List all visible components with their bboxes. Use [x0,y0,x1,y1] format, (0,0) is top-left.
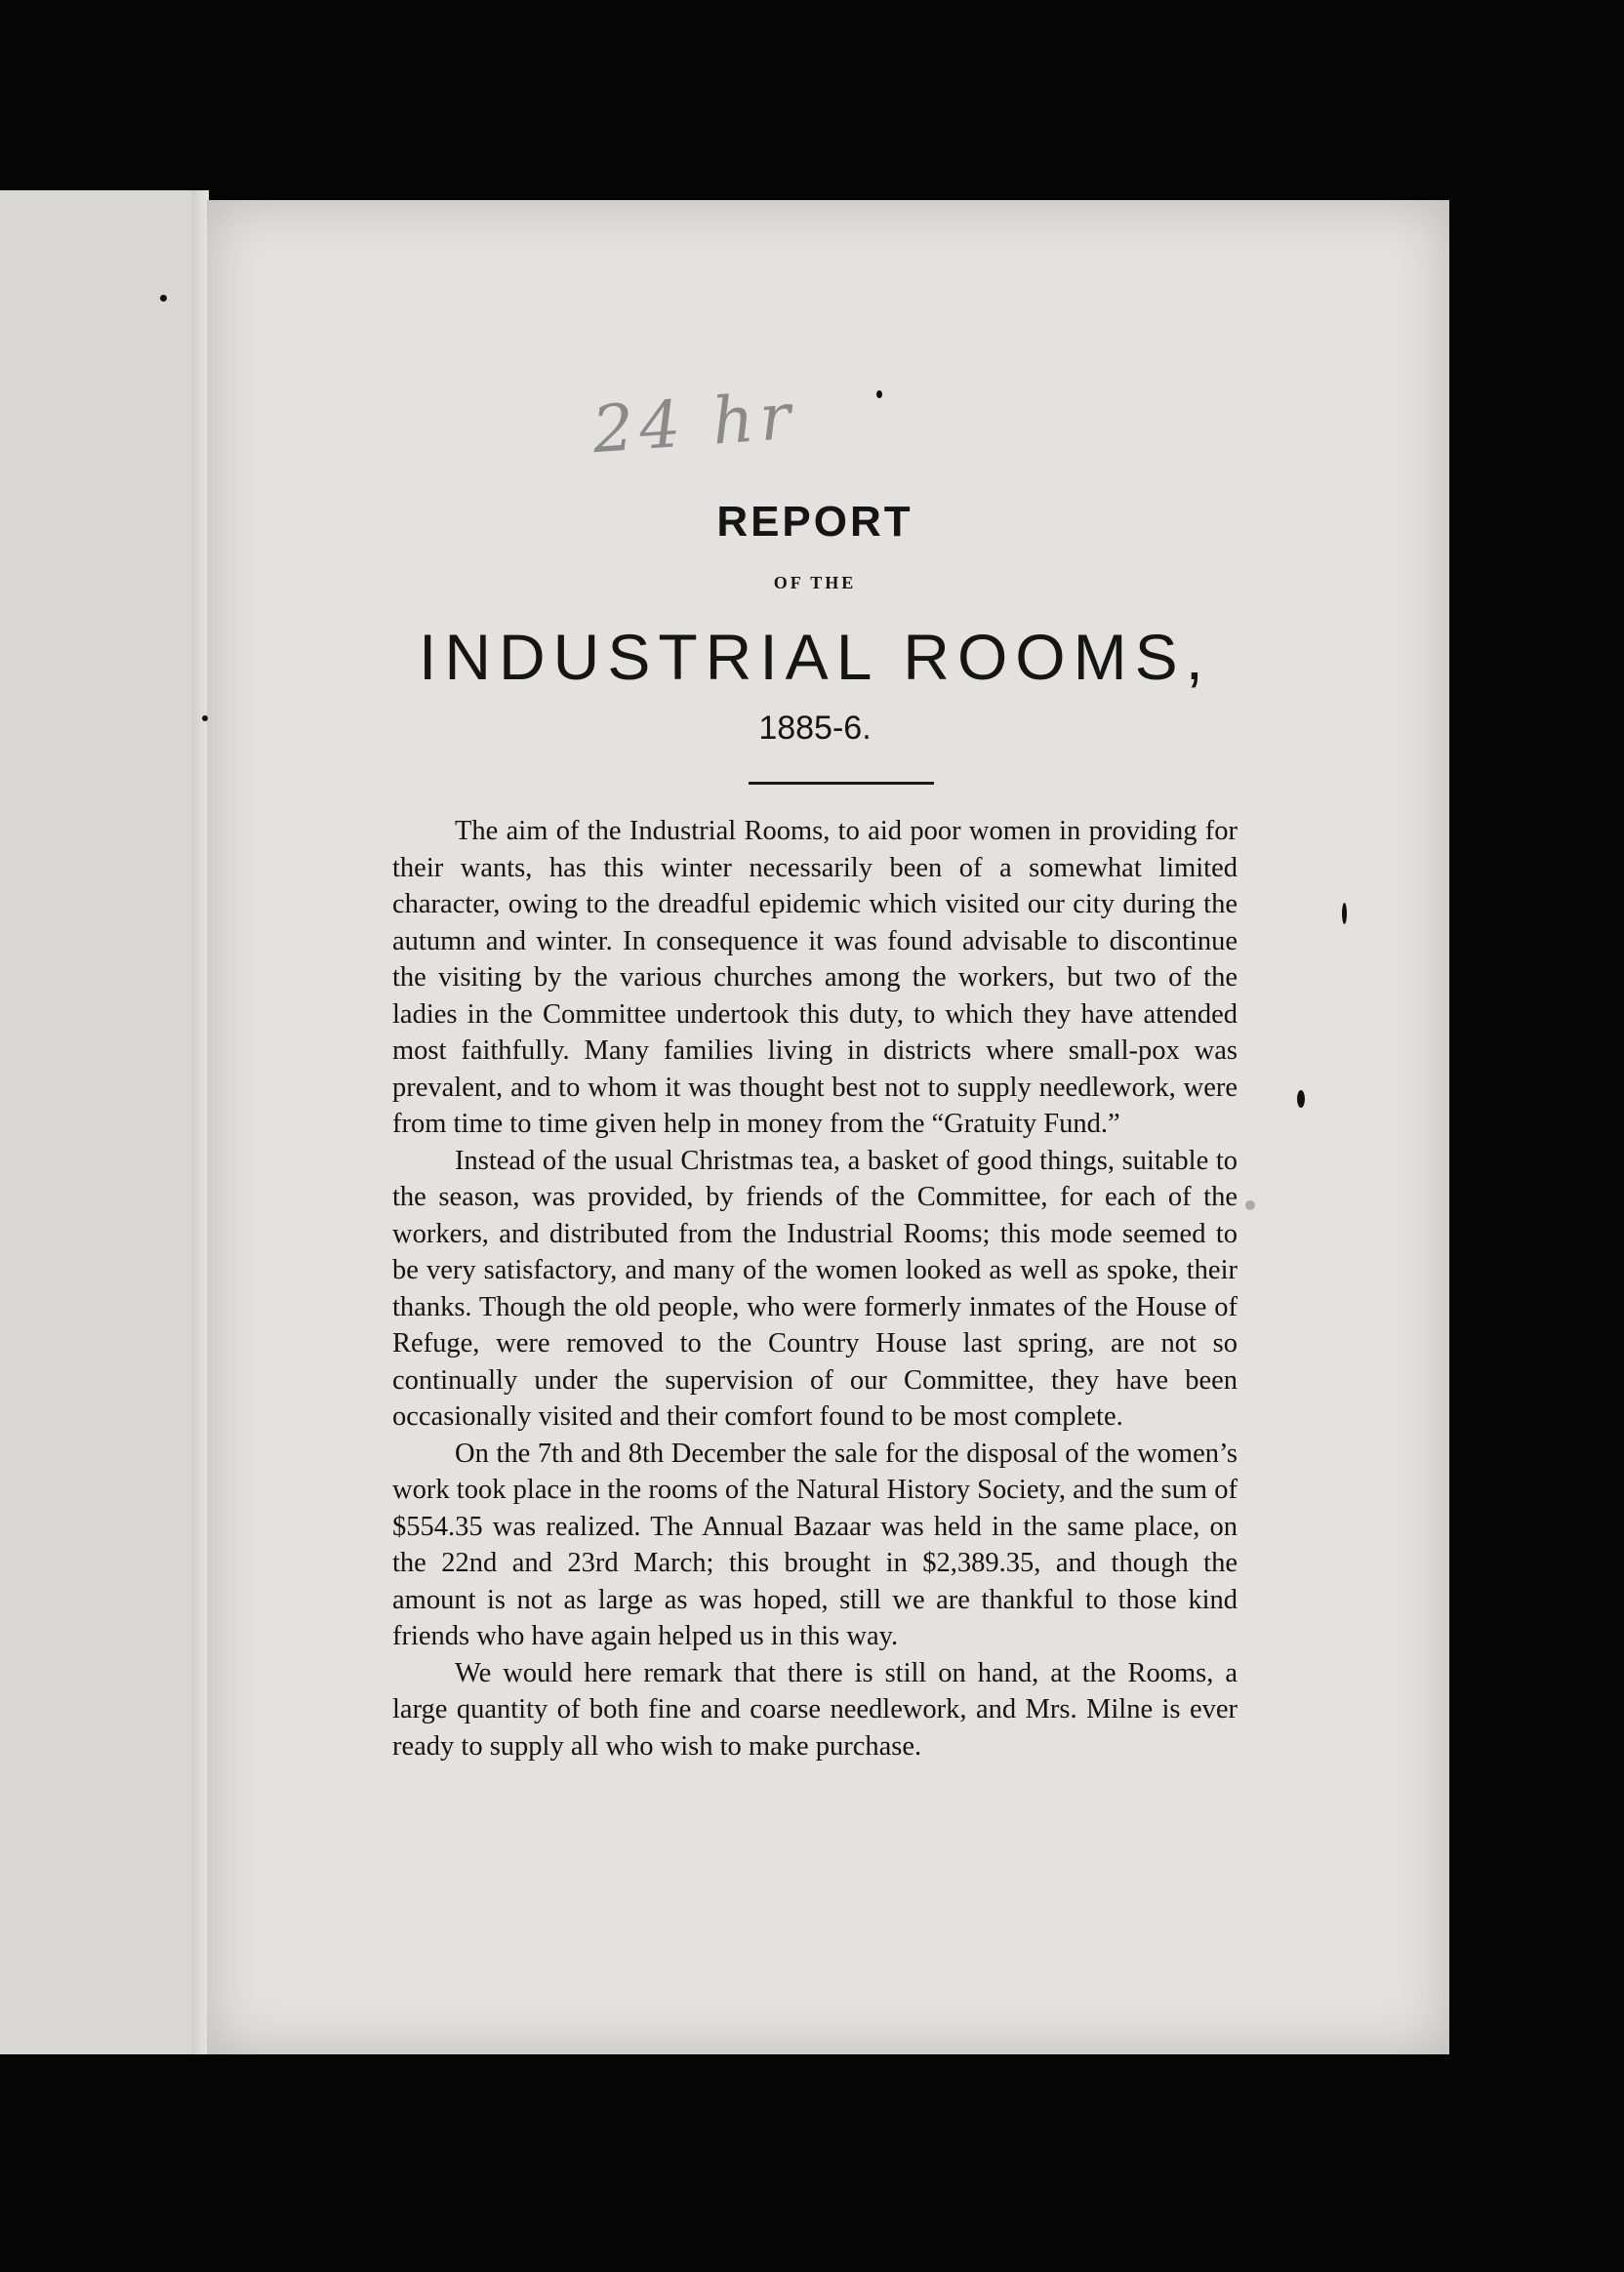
previous-page [0,190,208,2054]
paragraph: Instead of the usual Christmas tea, a basket of good things, suitable to the season, was provided, by friends of the Committee, for each of the workers, and distributed from the Industrial Rooms; this mode seemed to be very satisfactory, and many of the women looked as well as spoke, their thanks. Though the old people, who were formerly inmates of the House of Refuge, were removed to the Country House last spring, are not so continually under the supervision of our Committee, they have been occasionally visited and their comfort found to be most complete. [392,1145,1238,1432]
scan-speck [160,295,167,302]
of-the-subheading: OF THE [773,573,857,592]
scan-speck [1245,1200,1255,1210]
report-year: 1885-6. [758,710,872,747]
document-title: INDUSTRIAL ROOMS, [419,621,1211,693]
report-body [392,813,1238,1765]
paragraph: On the 7th and 8th December the sale for the disposal of the women’s work took place in the rooms of the Natural History Society, and the sum of $554.35 was realized. The Annual Bazaar was held in the same place, on the 22nd and 23rd March; this brought in $2,389.35, and though the amount is not as large as was hoped, still we are thankful to those kind friends who have again helped us in this way. [392,1438,1238,1651]
scan-speck [876,390,882,398]
paragraph: We would here remark that there is still on hand, at the Rooms, a large quantity of both fine and coarse needlework, and Mrs. Milne is ever ready to supply all who wish to make purchase. [392,1657,1238,1762]
scan-speck [202,715,208,721]
scan-speck [1342,903,1347,924]
report-heading: REPORT [716,498,914,546]
scan-speck [1297,1090,1305,1108]
handwritten-note: 24 hr [589,378,799,468]
title-divider [749,782,934,785]
document-page [207,200,1449,2054]
paragraph: The aim of the Industrial Rooms, to aid poor women in providing for their wants, has this winter necessarily been of a somewhat limited character, owing to the dreadful epidemic which visited our city during the autumn and winter. In consequence it was found advisable to discontinue the visiting by the various churches among the workers, but two of the ladies in the Committee undertook this duty, to which they have attended most faithfully. Many families living in districts where small-pox was prevalent, and to whom it was thought best not to supply needlework, were from time to time given help in money from the “Gratuity Fund.” [392,816,1238,1139]
